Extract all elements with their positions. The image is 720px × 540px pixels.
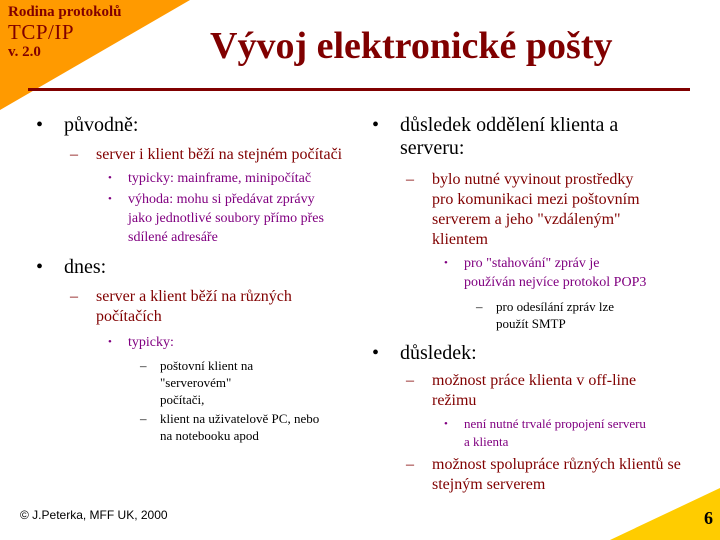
sub-bullet-same-computer	[36, 145, 356, 165]
sub-bullet-text: možnost spolupráce různých klientů se stejným serverem	[432, 456, 681, 493]
detail-server-client	[36, 357, 356, 408]
right-column	[372, 114, 682, 495]
detail-text: pro odesílání zpráv lze použít SMTP	[496, 299, 615, 331]
item-no-permanent-connection	[372, 415, 682, 451]
series-label: Rodina protokolů	[8, 4, 122, 20]
bullet-marker: •	[444, 418, 448, 430]
item-text: není nutné trvalé propojení serveru a klienta	[464, 416, 646, 449]
bullet-originally	[36, 114, 356, 137]
bullet-text: původně:	[64, 114, 139, 136]
dash-marker: –	[140, 358, 147, 373]
dash-marker: –	[406, 171, 414, 188]
sub-bullet-cooperation	[372, 455, 682, 495]
dash-marker: –	[70, 146, 78, 163]
detail-text: klient na uživatelově PC, nebo na notebooku apod	[160, 411, 320, 443]
copyright-footer: © J.Peterka, MFF UK, 2000	[20, 508, 168, 522]
bullet-text: důsledek:	[400, 342, 477, 364]
sub-bullet-text: bylo nutné vyvinout prostředky pro komunikaci mezi poštovním serverem a jeho "vzdáleným" klientem	[432, 171, 640, 248]
dash-marker: –	[70, 288, 78, 305]
bullet-text: dnes:	[64, 256, 107, 278]
bullet-consequence	[372, 342, 682, 365]
item-text: typicky: mainframe, minipočítač	[128, 171, 312, 186]
sub-bullet-communication	[372, 170, 682, 250]
sub-bullet-different-computers	[36, 287, 356, 327]
item-pop3	[372, 254, 682, 292]
page-number: 6	[704, 508, 713, 528]
bullet-marker: •	[372, 342, 380, 364]
bullet-marker: •	[372, 114, 380, 136]
sub-bullet-text: server a klient běží na různých počítačích	[96, 288, 292, 325]
sub-bullet-text: možnost práce klienta v off-line režimu	[432, 372, 637, 409]
bullet-separation-consequence	[372, 114, 682, 160]
dash-marker: –	[406, 456, 414, 473]
sub-bullet-offline	[372, 371, 682, 411]
bullet-marker: •	[36, 256, 44, 278]
item-text: výhoda: mohu si předávat zprávy jako jednotlivé soubory přímo přes sdílené adresáře	[128, 192, 324, 245]
sub-bullet-text: server i klient běží na stejném počítači	[96, 146, 343, 163]
protocol-label: TCP/IP	[8, 20, 75, 44]
dash-marker: –	[476, 299, 483, 314]
item-text: typicky:	[128, 335, 174, 350]
bullet-marker: •	[108, 193, 112, 205]
item-typically-mainframe	[36, 169, 356, 188]
detail-user-pc	[36, 410, 356, 444]
item-typically	[36, 333, 356, 352]
bullet-marker: •	[36, 114, 44, 136]
bullet-marker: •	[108, 336, 112, 348]
item-advantage	[36, 190, 356, 247]
dash-marker: –	[140, 411, 147, 426]
bullet-marker: •	[108, 172, 112, 184]
bullet-text: důsledek oddělení klienta a serveru:	[400, 114, 619, 159]
title-divider	[28, 88, 690, 91]
detail-smtp	[372, 298, 682, 332]
dash-marker: –	[406, 372, 414, 389]
slide-title: Vývoj elektronické pošty	[210, 25, 613, 67]
bullet-marker: •	[444, 257, 448, 269]
left-column	[36, 114, 356, 444]
detail-text: poštovní klient na "serverovém" počítači,	[160, 358, 254, 407]
version-label: v. 2.0	[8, 44, 41, 60]
item-text: pro "stahování" zpráv je používán nejvíce protokol POP3	[464, 256, 647, 290]
bullet-today	[36, 256, 356, 279]
